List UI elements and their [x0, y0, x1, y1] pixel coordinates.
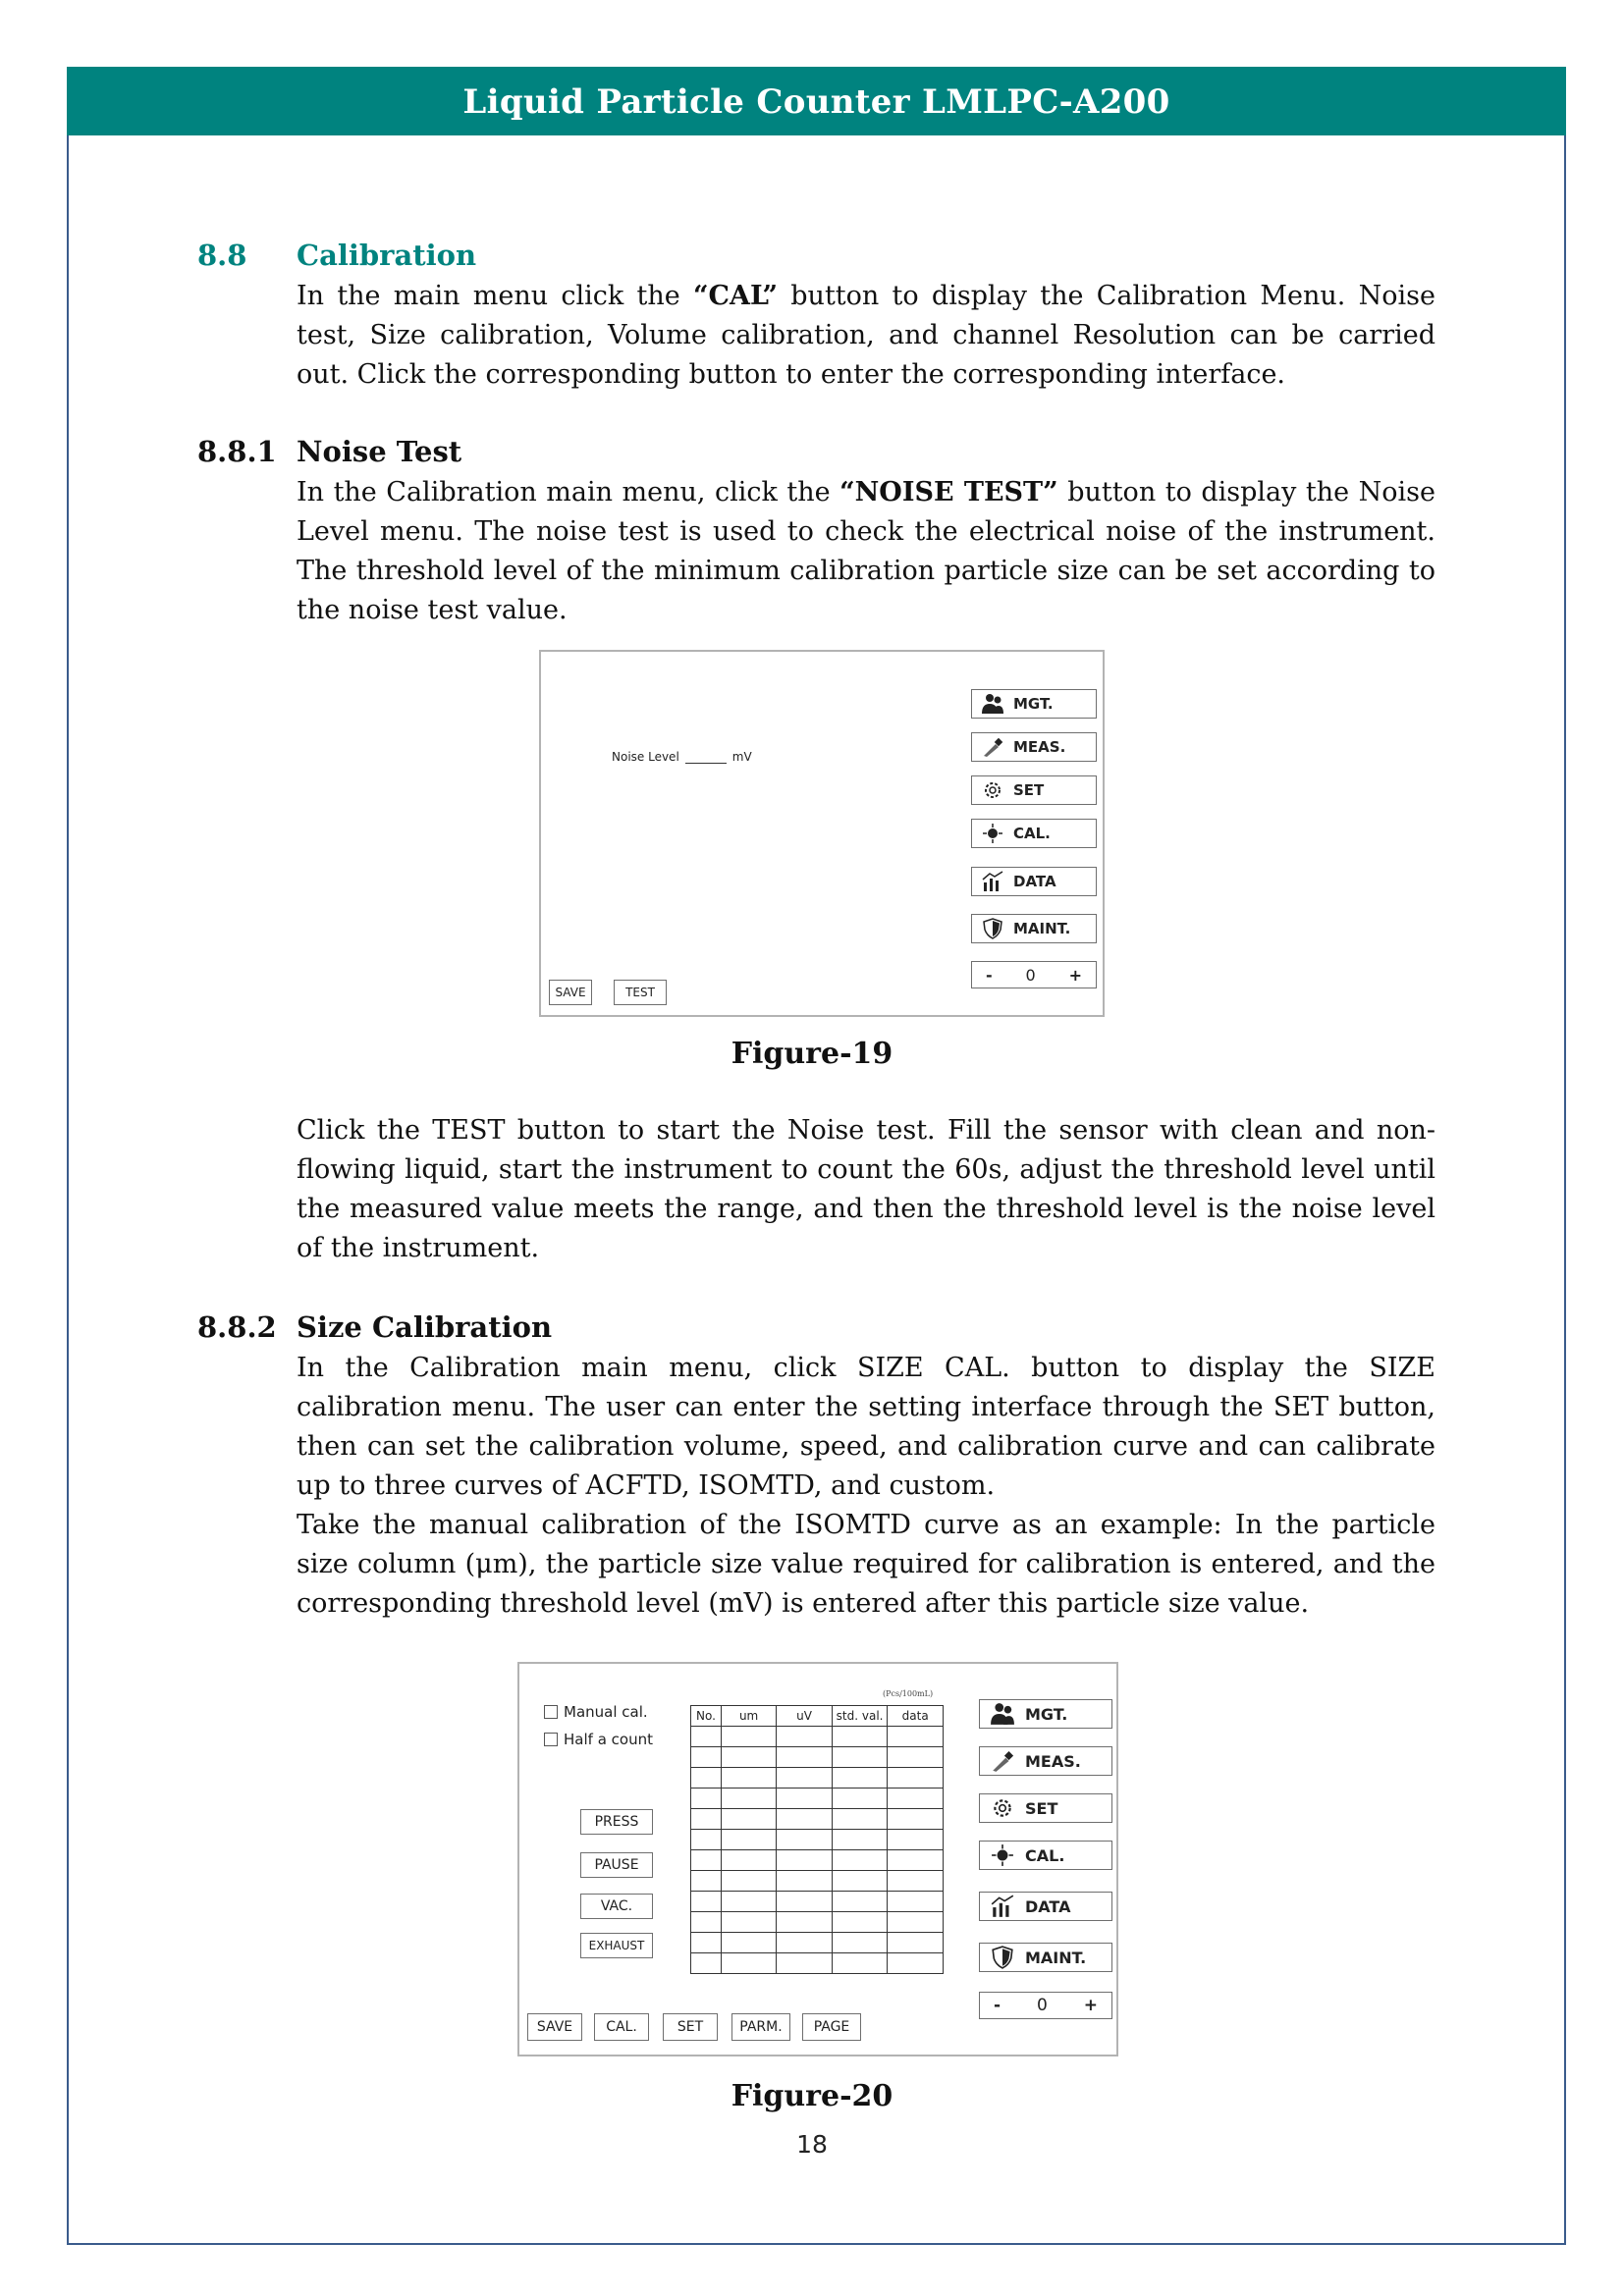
- page-number: 18: [796, 2130, 828, 2159]
- save-button[interactable]: SAVE: [527, 2013, 582, 2041]
- stepper-plus[interactable]: +: [1068, 965, 1082, 985]
- vac-button[interactable]: VAC.: [580, 1894, 653, 1919]
- section-title: Calibration: [297, 239, 477, 272]
- section-number: 8.8: [197, 239, 247, 272]
- chart-icon: [972, 871, 1013, 892]
- meas-button[interactable]: [979, 1746, 1112, 1776]
- value-stepper[interactable]: [971, 961, 1097, 988]
- pause-button[interactable]: PAUSE: [580, 1852, 653, 1878]
- save-button[interactable]: SAVE: [549, 980, 592, 1005]
- noise-level-screen: [539, 650, 1105, 1017]
- button-label: MGT.: [1013, 695, 1054, 713]
- checkbox-box[interactable]: [544, 1733, 558, 1746]
- target-icon: [980, 1843, 1025, 1867]
- button-label: MAINT.: [1025, 1948, 1087, 1967]
- stepper-value: 0: [1025, 965, 1036, 985]
- button-label: DATA: [1013, 873, 1056, 890]
- figure-caption: Figure-20: [731, 2079, 893, 2113]
- button-label: CAL.: [1025, 1845, 1065, 1865]
- exhaust-button[interactable]: EXHAUST: [580, 1933, 653, 1958]
- table-row[interactable]: [691, 1850, 944, 1871]
- table-row[interactable]: [691, 1747, 944, 1768]
- test-button[interactable]: TEST: [614, 980, 667, 1005]
- noise-unit-label: mV: [731, 750, 752, 764]
- target-icon: [972, 823, 1013, 844]
- column-header: data: [888, 1706, 944, 1727]
- half-count-checkbox[interactable]: [544, 1731, 653, 1748]
- chart-icon: [980, 1895, 1025, 1918]
- set-button[interactable]: SET: [663, 2013, 718, 2041]
- data-button[interactable]: [971, 867, 1097, 896]
- paragraph: Click the TEST button to start the Noise test. Fill the sensor with clean and non-flowing liquid, start the instrument to count the 60s, adjust the threshold level until the measured value meets the range, and then the threshold level is the noise level of the instrument.: [297, 1115, 1435, 1263]
- size-calibration-screen: [517, 1662, 1118, 2056]
- checkbox-label: Manual cal.: [564, 1703, 648, 1721]
- noise-level-label: Noise Level: [612, 750, 679, 764]
- table-header-row: [691, 1706, 944, 1727]
- column-header: No.: [691, 1706, 722, 1727]
- stepper-minus[interactable]: -: [994, 1996, 1001, 2015]
- figure-caption: Figure-19: [731, 1037, 893, 1071]
- cal-button[interactable]: CAL.: [594, 2013, 649, 2041]
- shield-icon: [972, 918, 1013, 939]
- set-button[interactable]: [979, 1793, 1112, 1823]
- button-label: MGT.: [1025, 1704, 1068, 1724]
- checkbox-label: Half a count: [564, 1731, 653, 1748]
- pipette-icon: [972, 736, 1013, 758]
- page-button[interactable]: PAGE: [802, 2013, 861, 2041]
- mgt-button[interactable]: [971, 689, 1097, 719]
- cal-button[interactable]: [971, 819, 1097, 848]
- table-row[interactable]: [691, 1727, 944, 1747]
- paragraph: In the main menu click the “CAL” button to display the Calibration Menu. Noise test, Size calibration, Volume calibration, and channel Resolution can be carried out. Click the corresponding button to enter the corresponding interface.: [297, 281, 1435, 390]
- table-row[interactable]: [691, 1830, 944, 1850]
- noise-level-row: [612, 750, 752, 764]
- paragraph: In the Calibration main menu, click SIZE CAL. button to display the SIZE calibration menu. The user can enter the setting interface through the SET button, then can set the calibration volume, speed, and calibration curve and can calibrate up to three curves of ACFTD, ISOMTD, and custom.: [297, 1353, 1435, 1501]
- button-label: MEAS.: [1025, 1751, 1081, 1771]
- column-header: um: [721, 1706, 777, 1727]
- button-label: SET: [1013, 781, 1045, 799]
- column-header: uV: [777, 1706, 832, 1727]
- button-label: CAL.: [1013, 825, 1051, 842]
- paragraph: In the Calibration main menu, click the “NOISE TEST” button to display the Noise Level menu. The noise test is used to check the electrical noise of the instrument. The threshold level of the minimum calibration particle size can be set according to the noise test value.: [297, 477, 1435, 625]
- press-button[interactable]: PRESS: [580, 1809, 653, 1835]
- table-row[interactable]: [691, 1953, 944, 1974]
- button-label: SET: [1025, 1798, 1058, 1818]
- shield-icon: [980, 1946, 1025, 1969]
- unit-note: (Pcs/100mL): [883, 1689, 934, 1698]
- stepper-minus[interactable]: -: [986, 965, 993, 985]
- stepper-plus[interactable]: +: [1083, 1996, 1098, 2015]
- set-button[interactable]: [971, 775, 1097, 805]
- table-row[interactable]: [691, 1933, 944, 1953]
- gear-icon: [972, 779, 1013, 801]
- users-icon: [980, 1702, 1025, 1726]
- table-row[interactable]: [691, 1768, 944, 1789]
- paragraph: Take the manual calibration of the ISOMTD curve as an example: In the particle size column (μm), the particle size value required for calibration is entered, and the corresponding threshold level (mV) is entered after this particle size value.: [297, 1510, 1435, 1619]
- table-row[interactable]: [691, 1789, 944, 1809]
- data-button[interactable]: [979, 1892, 1112, 1921]
- table-row[interactable]: [691, 1912, 944, 1933]
- table-row[interactable]: [691, 1809, 944, 1830]
- cal-button[interactable]: [979, 1841, 1112, 1870]
- button-label: DATA: [1025, 1896, 1071, 1916]
- maint-button[interactable]: [979, 1943, 1112, 1972]
- gear-icon: [980, 1796, 1025, 1820]
- manual-cal-checkbox[interactable]: [544, 1703, 648, 1721]
- table-row[interactable]: [691, 1892, 944, 1912]
- section-title: Noise Test: [297, 435, 462, 468]
- button-label: MAINT.: [1013, 920, 1071, 937]
- header-title: Liquid Particle Counter LMLPC-A200: [67, 67, 1566, 135]
- noise-level-field[interactable]: [685, 751, 727, 764]
- parm-button[interactable]: PARM.: [731, 2013, 790, 2041]
- checkbox-box[interactable]: [544, 1705, 558, 1719]
- button-label: MEAS.: [1013, 738, 1066, 756]
- section-title: Size Calibration: [297, 1310, 553, 1344]
- value-stepper[interactable]: [979, 1992, 1112, 2019]
- column-header: std. val.: [832, 1706, 888, 1727]
- meas-button[interactable]: [971, 732, 1097, 762]
- section-number: 8.8.1: [197, 435, 277, 468]
- table-row[interactable]: [691, 1871, 944, 1892]
- mgt-button[interactable]: [979, 1699, 1112, 1729]
- maint-button[interactable]: [971, 914, 1097, 943]
- pipette-icon: [980, 1749, 1025, 1773]
- calibration-table: [690, 1705, 944, 1974]
- stepper-value: 0: [1036, 1996, 1048, 2015]
- users-icon: [972, 693, 1013, 715]
- section-number: 8.8.2: [197, 1310, 277, 1344]
